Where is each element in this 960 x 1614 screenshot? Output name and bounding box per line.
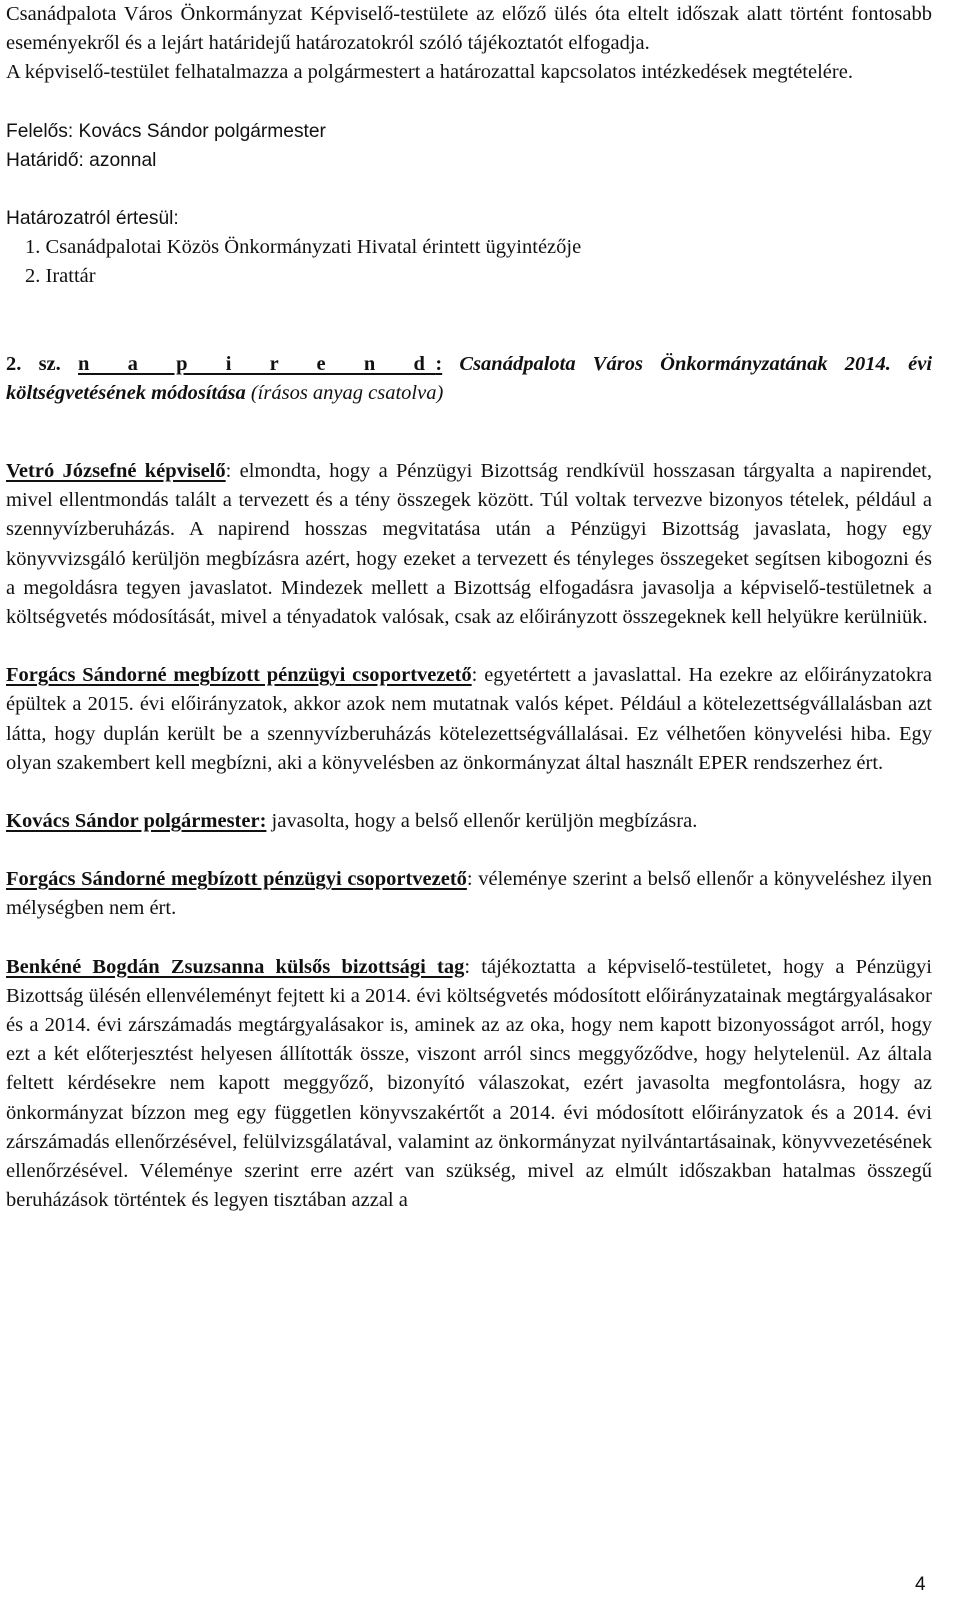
speaker-statement: véleménye szerint a belső ellenőr a könyveléshez ilyen mélységben nem ért.	[6, 868, 932, 920]
notify-title: Határozatról értesül:	[6, 208, 179, 230]
agenda-title: Csanádpalota Város Önkormányzatának 2014. évi	[459, 352, 933, 375]
document-page	[6, 0, 932, 1216]
agenda-number: 2. sz.	[6, 352, 61, 375]
resolution-deadline: Határidő: azonnal	[6, 149, 157, 171]
notify-item: 1. Csanádpalotai Közös Önkormányzati Hivatal érintett ügyintézője	[25, 236, 582, 259]
resolution-text-1: Csanádpalota Város Önkormányzat Képviselő-testülete az előző ülés óta eltelt időszak alatt történt fontosabb eseményekről és a lejárt határidejű határozatokról szóló tájékoztatót elfogadja.	[6, 3, 932, 55]
resolution-responsible: Felelős: Kovács Sándor polgármester	[6, 120, 326, 142]
agenda-title-cont: költségvetésének módosítása	[6, 381, 246, 404]
agenda-note: (írásos anyag csatolva)	[250, 381, 444, 404]
speaker-name: Vetró Józsefné képviselő	[6, 460, 226, 483]
speaker-name: Forgács Sándorné megbízott pénzügyi csoportvezető	[6, 868, 467, 891]
notify-item: 2. Irattár	[25, 265, 96, 288]
speaker-sep: :	[225, 460, 232, 483]
speaker-statement: javasolta, hogy a belső ellenőr kerüljön megbízásra.	[266, 810, 698, 833]
speaker-statement: elmondta, hogy a Pénzügyi Bizottság rendkívül hosszasan tárgyalta a napirendet, mivel ellentmondás talált a tervezett és a tény összegek között. Túl voltak tervezve bizonyos tételek, például a szennyvízberuházás. A napirend hosszas megvitatása után a Pénzügyi Bizottság javaslata, hogy egy könyvvizsgáló kerüljön megbízásra azért, hogy ezeket a tervezett és tényleges összegeket segítsen kibogozni és a megoldásra tegyen javaslatot. Mindezek mellett a Bizottság elfogadásra javasolja a képviselő-testületnek a költségvetés módosítását, mivel a tényadatok valósak, csak az előirányzott összegeknek kell helyükre kerülniük.	[6, 460, 932, 629]
speaker-sep: :	[471, 664, 478, 687]
agenda-colon: :	[435, 352, 443, 375]
minutes-paragraph	[6, 953, 932, 1216]
resolution-text-2: A képviselő-testület felhatalmazza a polgármestert a határozattal kapcsolatos intézkedések megtételére.	[6, 61, 853, 84]
speaker-statement: egyetértett a javaslattal. Ha ezekre az előirányzatokra épültek a 2015. évi előirányzatok, akkor azok nem mutatnak valós képet. Például a kötelezettségvállalásban azt látta, hogy duplán került be a szennyvízberuházás kötelezettségvállalásai. Ez vélhetően könyvelési hiba. Egy olyan szakembert kell megbízni, aki a könyvelésben az önkormányzat által használt EPER rendszerhez ért.	[6, 664, 932, 774]
minutes-paragraph	[6, 661, 932, 778]
notify-list	[6, 233, 932, 291]
speaker-name: Benkéné Bogdán Zsuzsanna külsős bizottsági tag	[6, 955, 465, 978]
agenda-heading	[6, 350, 932, 408]
minutes-paragraph	[6, 807, 932, 836]
minutes-paragraph	[6, 865, 932, 923]
minutes-paragraph	[6, 457, 932, 632]
speaker-name: Forgács Sándorné megbízott pénzügyi csoportvezető	[6, 664, 472, 687]
speaker-statement: tájékoztatta a képviselő-testületet, hogy a Pénzügyi Bizottság ülésén ellenvéleményt fejtett ki a 2014. évi költségvetés módosított előirányzatainak megtárgyalásakor és a 2014. évi zárszámadás megtárgyalásakor is, aminek az az oka, hogy nem kapott bizonyosságot arról, hogy ezt a két előterjesztést helyesen állították össze, viszont arról sincs meggyőződve, hogy helytelenül. Az általa feltett kérdésekre nem kapott meggyőző, bizonyító válaszokat, ezért javasolta megfontolásra, hogy az önkormányzat bízzon meg egy független könyvszakértőt a 2014. évi módosított előirányzatok és a 2014. évi zárszámadás ellenőrzésével, felülvizsgálatával, valamint az önkormányzat nyilvántartásainak, könyvvezetésének ellenőrzésével. Véleménye szerint erre azért van szükség, mivel az elmúlt időszakban hatalmas összegű beruházások történtek és legyen tisztában azzal a	[6, 955, 932, 1212]
speaker-name: Kovács Sándor polgármester:	[6, 810, 267, 833]
agenda-label: n a p i r e n d	[78, 352, 436, 375]
page-number: 4	[915, 1574, 926, 1595]
speaker-sep: :	[466, 868, 473, 891]
speaker-sep: :	[464, 955, 471, 978]
